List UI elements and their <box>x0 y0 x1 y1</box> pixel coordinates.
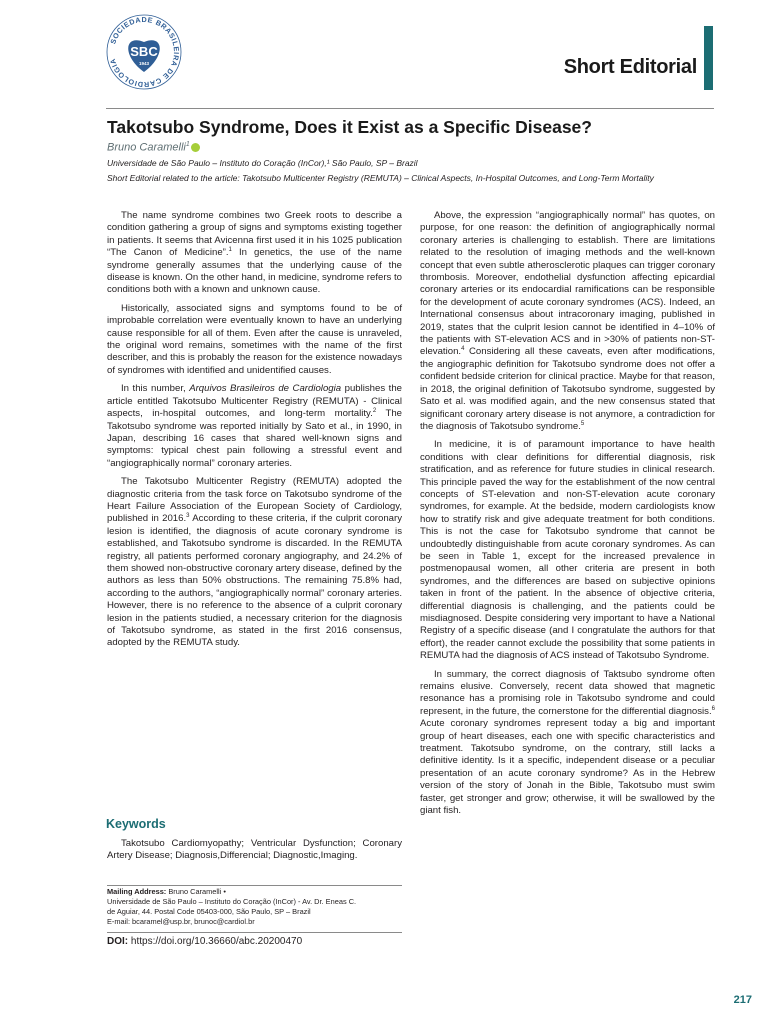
mailing-address <box>107 885 402 927</box>
paragraph: The name syndrome combines two Greek roots to describe a condition gathering a group of signs and symptoms existing together in patients. It seems that Avicenna first used it in his 1025 publication “The Canon of Medicine”.$^1$ In genetics, the use of the name syndrome generally assumes that the underlying cause of the disease is known. On the other hand, in medicine, syndrome refers to conditions both with a known and unknown cause. <box>107 210 402 296</box>
mailing-label: Mailing Address: <box>107 887 167 896</box>
doi-label: DOI: <box>107 936 129 947</box>
paragraph: Historically, associated signs and symptoms found to be of improbable correlation were eventually known to have an underlying cause responsible for all of them. Even after the cause is unraveled, the original word remains, sometimes with the name of the first describer, and this is probably the reason for the existence nowadays of syndromes with identified and unidentified causes. <box>107 302 402 376</box>
sbc-logo <box>104 12 184 92</box>
affiliation: Universidade de São Paulo – Instituto do Coração (InCor),¹ São Paulo, SP – Brazil <box>107 158 418 168</box>
page-number: 217 <box>733 994 752 1006</box>
doi <box>107 932 402 949</box>
mailing-email[interactable]: E-mail: bcaramel@usp.br, brunoc@cardiol.br <box>107 917 255 926</box>
keywords-list: Takotsubo Cardiomyopathy; Ventricular Dysfunction; Coronary Artery Disease; Diagnosis,Differencial; Diagnostic,Imaging. <box>107 838 402 862</box>
orcid-icon[interactable] <box>191 143 200 152</box>
doi-link[interactable]: https://doi.org/10.36660/abc.20200470 <box>128 936 303 947</box>
journal-name: Arquivos Brasileiros de Cardiologia <box>189 383 342 395</box>
section-label: Short Editorial <box>563 56 697 78</box>
mailing-name: Bruno Caramelli • <box>166 887 226 896</box>
body-column-left <box>107 210 402 656</box>
author-affiliation-mark: 1 <box>185 141 190 148</box>
paragraph: In summary, the correct diagnosis of Taktsubo syndrome often remains elusive. Conversely, recent data showed that magnetic resonance has a promising role in Takotsubo syndrome and could represent, in the future, the cornerstone for the differential diagnosis.$^6$ Acute coronary syndromes represent today a big and important group of heart diseases, each one with specific characteristics and treatment. Takotsubo syndrome, on the contrary, still lacks a definitive identity. Is it a specific, independent disease or a peculiar presentation of an acute coronary syndrome? As in the Hebrew version of the story of Jonah in the Bible, Takotsubo must swim faster, get stronger and grow; otherwise, it will be swallowed by the giant fish. <box>420 668 715 817</box>
author-line <box>107 141 200 154</box>
body-column-right <box>420 210 715 824</box>
mailing-line: Universidade de São Paulo – Instituto do Coração (InCor) - Av. Dr. Eneas C. <box>107 897 357 906</box>
header-rule <box>106 108 714 109</box>
paragraph: Above, the expression “angiographically normal” has quotes, on purpose, for one reason: the definition of angiographically normal coronary arteries is challenging to establish. There are limitations related to the resolution of imaging methods and the well-known concept that even subtle atherosclerotic plaques can trigger coronary thrombosis. Moreover, endothelial dysfunction affecting epicardial coronary arteries or its endocardial ramifications can be responsible for the development of acute coronary syndromes (ACS). Indeed, an International consensus about intracoronary imaging, published in 2019, states that the culprit lesion cannot be identified in 4–10% of the patients with ST-elevation ACS and in >30% of patients non-ST-elevation.$^4$ Considering all these caveats, even after modifications, the angiographic definition for Takotsubo syndrome does not offer a confident bedside criterion for clinical practice. Maybe for that reason, in 2018, the original definition of Takotsubo syndrome, suggested by Sato et al. was modified again, and the new consensus stated that significant coronary artery disease is not anymore, a contradiction for the diagnosis of Takotsubo syndrome.$^5$ <box>420 210 715 432</box>
keywords-heading: Keywords <box>106 817 166 831</box>
logo-ring-text: SOCIEDADE BRASILEIRA DE CARDIOLOGIA <box>107 14 182 90</box>
author-name: Bruno Caramelli <box>107 141 186 154</box>
mailing-line: de Aguiar, 44. Postal Code 05403-000, São Paulo, SP – Brazil <box>107 907 311 916</box>
related-article-note: Short Editorial related to the article: Takotsubo Multicenter Registry (REMUTA) – Clinical Aspects, In-Hospital Outcomes, and Long-Term Mortality <box>107 173 654 183</box>
logo-year: 1943 <box>138 61 150 66</box>
header-accent-bar <box>704 26 713 90</box>
paragraph: In this number, Arquivos Brasileiros de Cardiologia publishes the article entitled Takotsubo Multicenter Registry (REMUTA) - Clinical aspects, in-hospital outcomes, and long-term mortality.$^2$ The Takotsubo syndrome was reported initially by Sato et al., in 1990, in Japan, describing 16 cases that shared well-known signs and symptoms: typical chest pain following a stressful event and “angiographically normal” coronary arteries. <box>107 383 403 469</box>
logo-acronym: SBC <box>130 44 158 59</box>
paragraph: The Takotsubo Multicenter Registry (REMUTA) adopted the diagnostic criteria from the task force on Takotsubo syndrome of the Heart Failure Association of the European Society of Cardiology, published in 2016.$^3$ According to these criteria, if the culprit coronary lesion is identified, the diagnosis of acute coronary syndrome is established, and Takotsubo syndrome is discarded. In the REMUTA registry, all patients performed coronary angiography, and 24.2% of them showed non-obstructive coronary artery disease, defined by the authors as less than 50% obstructions. The remaining 75.8% had, according to the authors, “angiographically normal” coronary arteries. However, there is no reference to the absence of a culprit coronary lesion in the patients studied, a necessary criterion for the diagnosis of Takotsubo syndrome, as stated in the first 2016 consensus, adopted by the REMUTA study. <box>107 476 402 649</box>
article-title: Takotsubo Syndrome, Does it Exist as a Specific Disease? <box>107 117 592 137</box>
paragraph: In medicine, it is of paramount importance to have health conditions with clear definitions for differential diagnosis, risk stratification, and as reference for future studies in clinical research. This principle paved the way for the establishment of the now central concepts of ST-elevation and non-ST-elevation acute coronary syndromes, for example. At the bedside, modern cardiologists know how to stratify risk and give adequate treatment for both conditions. This is not the case for Takotsubo syndrome that cannot be undoubtedly distinguishable from acute coronary syndromes. As can be seen in Table 1, except for the increased prevalence in postmenopausal women, all other criteria are present in both syndromes, and the differences are based on subjective opinions taken in front of the patient. In the absence of objective criteria, differential diagnosis is challenging, and the patients could be misdiagnosed. Despite considering very important to have a National Registry of a specific disease (and I congratulate the authors for that effort), the reader cannot exclude the possibility that some patients in REMUTA had the diagnosis of ACS instead of Takotsubo Syndrome. <box>420 439 715 662</box>
